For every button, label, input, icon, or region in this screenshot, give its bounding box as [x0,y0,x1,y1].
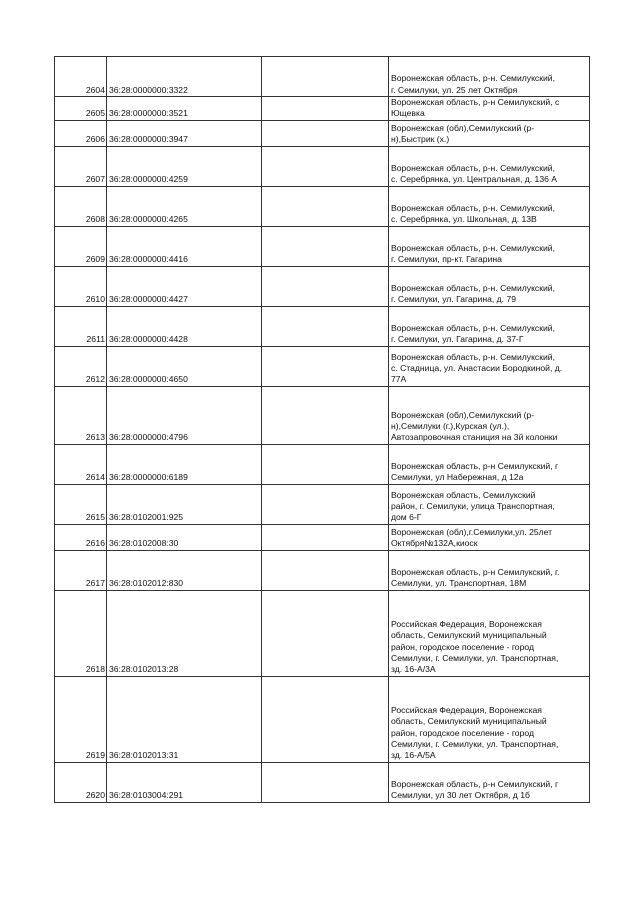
table-row [55,146,590,186]
document-page [54,56,584,803]
address-cell: Воронежская область, р-н. Семилукский, с. Стадница, ул. Анастасии Бородкиной, д. 77А [389,346,590,386]
address-cell: Воронежская область, р-н Семилукский, г. Семилуки, ул. Транспортная, 18М [389,550,590,590]
address-cell: Российская Федерация, Воронежская область, Семилукский муниципальный район, городское поселение - город Семилуки, г. Семилуки, ул. Транспортная, зд. 16-А/3А [389,590,590,676]
row-number: 2607 [55,146,107,186]
owner-cell [262,484,389,524]
cadastral-number: 36:28:0102008:30 [107,524,262,550]
address-cell: Воронежская область, Семилукский район, г. Семилуки, улица Транспортная, дом 6-Г [389,484,590,524]
cadastral-number: 36:28:0102012:830 [107,550,262,590]
row-number: 2615 [55,484,107,524]
owner-cell [262,590,389,676]
cadastral-number: 36:28:0103004:291 [107,762,262,802]
row-number: 2605 [55,97,107,121]
row-number: 2618 [55,590,107,676]
address-cell: Воронежская (обл),г.Семилуки,ул. 25лет Октября№132А,киоск [389,524,590,550]
cadastral-number: 36:28:0000000:4416 [107,226,262,266]
table-row [55,386,590,444]
cadastral-table [54,56,590,803]
cadastral-number: 36:28:0102001:925 [107,484,262,524]
table-row [55,97,590,121]
row-number: 2614 [55,444,107,484]
address-cell: Воронежская (обл),Семилукский (р- н),Быстрик (х.) [389,120,590,146]
address-cell: Воронежская область, р-н. Семилукский, г. Семилуки, пр-кт. Гагарина [389,226,590,266]
owner-cell [262,524,389,550]
address-cell: Воронежская (обл),Семилукский (р- н),Семилуки (г.),Курская (ул.), Автозапровочная станиция на 3й колонки [389,386,590,444]
cadastral-number: 36:28:0000000:3322 [107,57,262,97]
row-number: 2617 [55,550,107,590]
row-number: 2611 [55,306,107,346]
owner-cell [262,120,389,146]
owner-cell [262,226,389,266]
owner-cell [262,186,389,226]
table-body [55,57,590,803]
owner-cell [262,762,389,802]
address-cell: Воронежская область, р-н. Семилукский, с. Серебрянка, ул. Центральная, д. 136 А [389,146,590,186]
owner-cell [262,386,389,444]
table-row [55,484,590,524]
owner-cell [262,57,389,97]
table-row [55,524,590,550]
owner-cell [262,550,389,590]
owner-cell [262,306,389,346]
table-row [55,590,590,676]
cadastral-number: 36:28:0000000:4428 [107,306,262,346]
table-row [55,346,590,386]
owner-cell [262,97,389,121]
address-cell: Воронежская область, р-н Семилукский, с Ющевка [389,97,590,121]
cadastral-number: 36:28:0000000:4650 [107,346,262,386]
address-cell: Воронежская область, р-н. Семилукский, г. Семилуки, ул. Гагарина, д. 37-Г [389,306,590,346]
row-number: 2610 [55,266,107,306]
owner-cell [262,676,389,762]
cadastral-number: 36:28:0000000:4796 [107,386,262,444]
address-cell: Воронежская область, р-н. Семилукский, г. Семилуки, ул. Гагарина, д. 79 [389,266,590,306]
row-number: 2612 [55,346,107,386]
table-row [55,120,590,146]
address-cell: Воронежская область, р-н Семилукский, г Семилуки, ул 30 лет Октября, д 1б [389,762,590,802]
table-row [55,762,590,802]
row-number: 2609 [55,226,107,266]
row-number: 2608 [55,186,107,226]
table-row [55,676,590,762]
table-row [55,186,590,226]
owner-cell [262,266,389,306]
table-row [55,306,590,346]
cadastral-number: 36:28:0000000:4427 [107,266,262,306]
owner-cell [262,346,389,386]
table-row [55,444,590,484]
row-number: 2620 [55,762,107,802]
cadastral-number: 36:28:0102013:28 [107,590,262,676]
row-number: 2619 [55,676,107,762]
table-row [55,226,590,266]
owner-cell [262,146,389,186]
address-cell: Российская Федерация, Воронежская область, Семилукский муниципальный район, городское поселение - город Семилуки, г. Семилуки, ул. Транспортная, зд. 16-А/5А [389,676,590,762]
row-number: 2616 [55,524,107,550]
address-cell: Воронежская область, р-н. Семилукский, г. Семилуки, ул. 25 лет Октября [389,57,590,97]
table-row [55,266,590,306]
cadastral-number: 36:28:0000000:3947 [107,120,262,146]
cadastral-number: 36:28:0102013:31 [107,676,262,762]
cadastral-number: 36:28:0000000:4265 [107,186,262,226]
address-cell: Воронежская область, р-н. Семилукский, с. Серебрянка, ул. Школьная, д. 13В [389,186,590,226]
row-number: 2606 [55,120,107,146]
cadastral-number: 36:28:0000000:3521 [107,97,262,121]
row-number: 2604 [55,57,107,97]
cadastral-number: 36:28:0000000:4259 [107,146,262,186]
address-cell: Воронежская область, р-н Семилукский, г Семилуки, ул Набережная, д 12а [389,444,590,484]
cadastral-number: 36:28:0000000:6189 [107,444,262,484]
owner-cell [262,444,389,484]
row-number: 2613 [55,386,107,444]
table-row [55,57,590,97]
table-row [55,550,590,590]
